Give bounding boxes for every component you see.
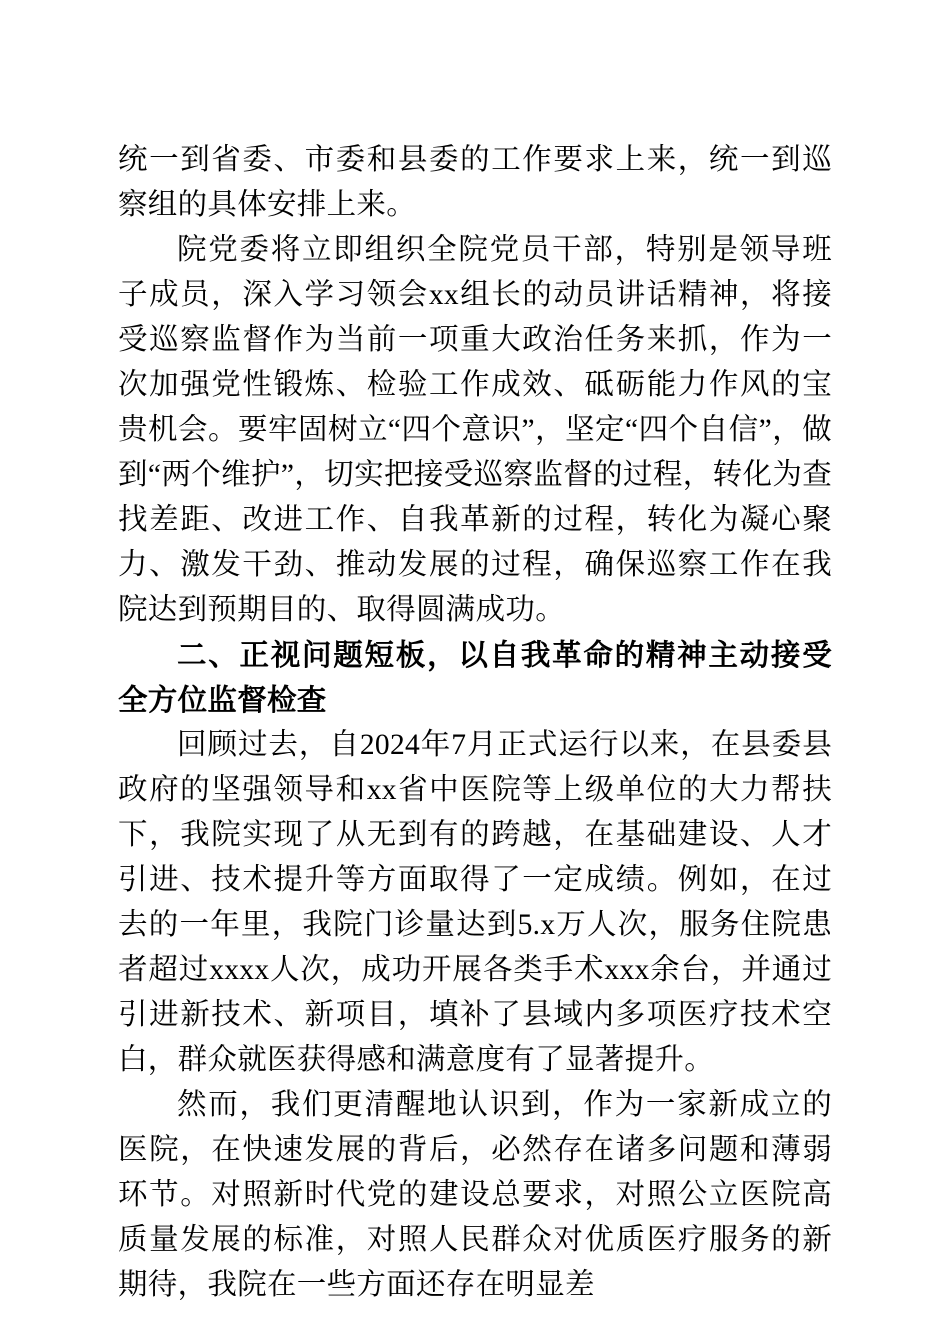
paragraph: 回顾过去，自2024年7月正式运行以来，在县委县政府的坚强领导和xx省中医院等上级单位的大力帮扶下，我院实现了从无到有的跨越，在基础建设、人才引进、技术提升等方面取得了一定成绩。例如，在过去的一年里，我院门诊量达到5.x万人次，服务住院患者超过xxxx人次，成功开展各类手术xxx余台，并通过引进新技术、新项目，填补了县域内多项医疗技术空白，群众就医获得感和满意度有了显著提升。 <box>118 729 832 1076</box>
paragraph: 然而，我们更清醒地认识到，作为一家新成立的医院，在快速发展的背后，必然存在诸多问题和薄弱环节。对照新时代党的建设总要求，对照公立医院高质量发展的标准，对照人民群众对优质医疗服务的新期待，我院在一些方面还存在明显差 <box>118 1089 832 1301</box>
paragraph: 院党委将立即组织全院党员干部，特别是领导班子成员，深入学习领会xx组长的动员讲话精神，将接受巡察监督作为当前一项重大政治任务来抓，作为一次加强党性锻炼、检验工作成效、砥砺能力作风的宝贵机会。要牢固树立“四个意识”，坚定“四个自信”，做到“两个维护”，切实把接受巡察监督的过程，转化为查找差距、改进工作、自我革新的过程，转化为凝心聚力、激发干劲、推动发展的过程，确保巡察工作在我院达到预期目的、取得圆满成功。 <box>118 234 832 626</box>
section-heading: 二、正视问题短板，以自我革命的精神主动接受全方位监督检查 <box>118 639 832 717</box>
paragraph-continuation: 统一到省委、市委和县委的工作要求上来，统一到巡察组的具体安排上来。 <box>118 144 832 221</box>
